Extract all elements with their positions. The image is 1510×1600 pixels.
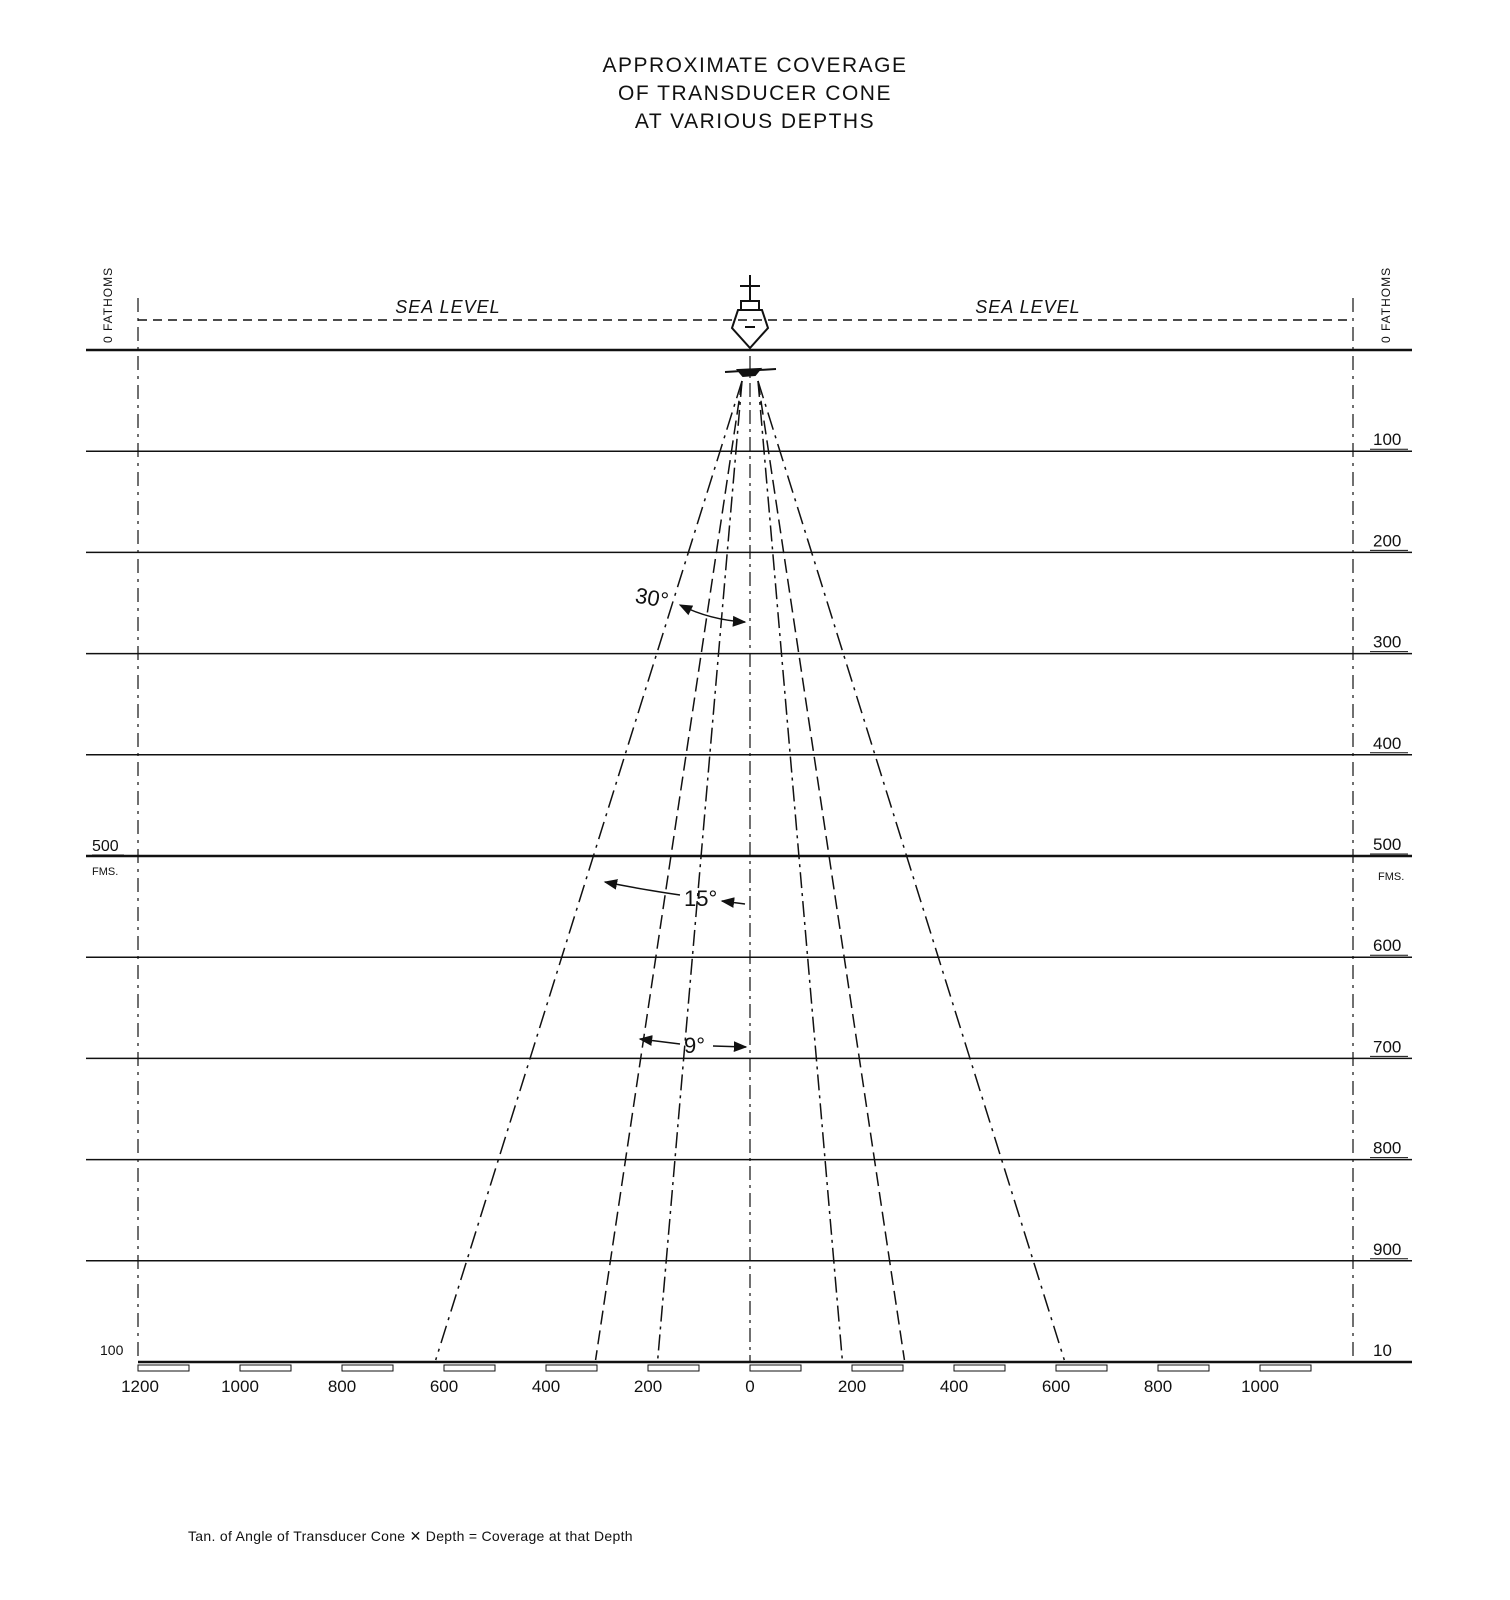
right-tick-label-200: 200: [1373, 531, 1402, 551]
right-axis-title: 0 FATHOMS: [1379, 266, 1393, 343]
bottom-tick-label-2: 800: [327, 1377, 357, 1396]
footnote-formula: Tan. of Angle of Transducer Cone ✕ Depth = Coverage at that Depth: [188, 1528, 633, 1544]
scale-bar-segment: [1056, 1365, 1107, 1371]
right-depth-ticks: [1370, 430, 1408, 1360]
scale-bar-segment: [342, 1365, 393, 1371]
bottom-tick-label-10: 800: [1143, 1377, 1173, 1396]
scale-bar-segment: [648, 1365, 699, 1371]
right-axis-fms-label: FMS.: [1378, 871, 1405, 883]
title-line-1: APPROXIMATE COVERAGE: [602, 54, 908, 77]
scale-bar-segment: [1158, 1365, 1209, 1371]
right-tick-label-100: 100: [1373, 430, 1402, 450]
cone-15-left-edge: [596, 381, 742, 1360]
cone-9-left-edge: [658, 381, 742, 1360]
right-tick-label-1000: 10: [1373, 1341, 1392, 1360]
right-tick-label-900: 900: [1373, 1239, 1402, 1259]
depth-gridlines: [86, 350, 1412, 1362]
right-tick-label-400: 400: [1373, 733, 1402, 753]
scale-bar-segment: [1260, 1365, 1311, 1371]
bottom-tick-label-4: 400: [531, 1377, 561, 1396]
bottom-tick-label-5: 200: [633, 1377, 663, 1396]
right-tick-label-800: 800: [1373, 1138, 1402, 1158]
angle-9-annotation: [640, 1033, 746, 1058]
left-axis-bottom-label: 100: [100, 1342, 124, 1358]
bottom-tick-label-6: 0: [745, 1377, 755, 1396]
scale-bar-segment: [138, 1365, 189, 1371]
right-tick-label-600: 600: [1373, 936, 1402, 956]
right-tick-label-700: 700: [1373, 1037, 1402, 1057]
angle-15-annotation: [605, 882, 745, 911]
angle-9-label: 9°: [684, 1033, 706, 1058]
scale-bar-segment: [852, 1365, 903, 1371]
left-axis-fms-label: FMS.: [92, 866, 119, 878]
bottom-tick-label-0: 1200: [121, 1377, 159, 1396]
cone-30-right-edge: [758, 381, 1064, 1360]
cone-15-right-edge: [758, 381, 904, 1360]
bottom-tick-label-3: 600: [429, 1377, 459, 1396]
angle-30-label: 30°: [633, 582, 671, 614]
bottom-tick-label-9: 600: [1041, 1377, 1071, 1396]
right-tick-label-500: 500: [1373, 835, 1402, 854]
left-axis-500-label: 500: [92, 838, 119, 855]
bottom-tick-label-8: 400: [939, 1377, 969, 1396]
bottom-tick-label-7: 200: [837, 1377, 867, 1396]
sea-level-label-right: SEA LEVEL: [975, 297, 1081, 317]
angle-30-annotation: [633, 583, 745, 622]
bottom-tick-label-11: 1000: [1241, 1377, 1279, 1396]
cone-30-left-edge: [436, 381, 742, 1360]
scale-bar-segment: [444, 1365, 495, 1371]
title-line-2: OF TRANSDUCER CONE: [618, 82, 892, 105]
scale-bar-segment: [240, 1365, 291, 1371]
sea-level-label-left: SEA LEVEL: [395, 297, 501, 317]
title-line-3: AT VARIOUS DEPTHS: [634, 110, 876, 133]
bottom-tick-label-1: 1000: [221, 1377, 259, 1396]
left-axis-title: 0 FATHOMS: [101, 266, 115, 343]
scale-bar-segment: [954, 1365, 1005, 1371]
scale-bar-segment: [546, 1365, 597, 1371]
cone-lines: [436, 356, 1065, 1362]
angle-15-label: 15°: [684, 886, 718, 911]
cone-9-right-edge: [758, 381, 842, 1360]
bottom-axis-ticks: [121, 1365, 1311, 1396]
right-tick-label-300: 300: [1373, 632, 1402, 652]
scale-bar-segment: [750, 1365, 801, 1371]
